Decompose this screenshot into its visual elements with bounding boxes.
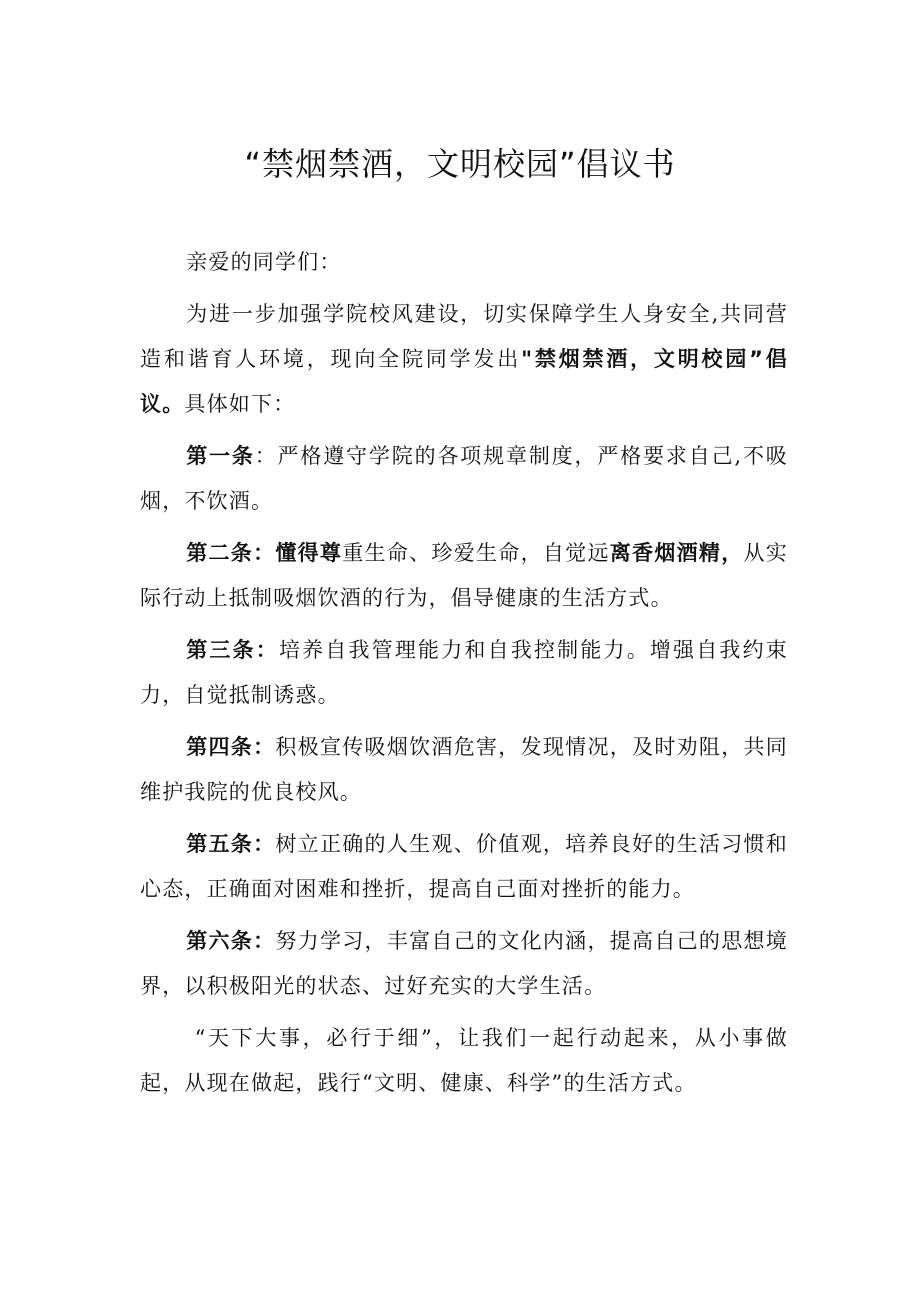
article-text: ：严格遵守学院的各项规章制度，严格要求自己,不吸烟，不饮酒。 xyxy=(140,444,788,513)
article-text: 从实际行动上抵制吸烟饮酒的行为，倡导健康的生活方式。 xyxy=(140,541,788,610)
article-bold-text: ： xyxy=(253,929,276,953)
article-label: 第二条 xyxy=(186,541,254,565)
article-paragraph xyxy=(140,919,788,1009)
article-paragraph xyxy=(140,725,788,815)
article-label: 第一条 xyxy=(186,444,255,468)
article-label: 第四条 xyxy=(186,735,254,759)
article-bold-text: ： xyxy=(253,735,276,759)
article-bold-text: ： xyxy=(253,832,276,856)
article-text: 积极宣传吸烟饮酒危害，发现情况，及时劝阻，共同维护我院的优良校风。 xyxy=(140,735,788,804)
intro-text: 为进一步加强学院校风建设，切实保障学生人身安全,共同营造和谐育人环境，现向全院同学发出 xyxy=(140,302,788,371)
article-text: 培养自我管理能力和自我控制能力。增强自我约束力，自觉抵制诱惑。 xyxy=(140,638,788,707)
document-body xyxy=(140,240,788,1113)
closing-paragraph: “天下大事，必行于细”，让我们一起行动起来，从小事做起，从现在做起，践行“文明、健康、科学”的生活方式。 xyxy=(140,1026,788,1095)
article-bold-text: ：懂得尊 xyxy=(253,541,343,565)
article-paragraph xyxy=(140,628,788,718)
article-paragraph xyxy=(140,822,788,912)
article-label: 第三条 xyxy=(186,638,256,662)
intro-slogan: "禁烟禁酒，文明校园”倡议。 xyxy=(140,347,788,416)
intro-paragraph xyxy=(140,292,788,427)
article-bold-text: 离香烟酒精， xyxy=(609,541,744,565)
article-text: 树立正确的人生观、价值观，培养良好的生活习惯和心态，正确面对困难和挫折，提高自己面对挫折的能力。 xyxy=(140,832,788,901)
article-paragraph xyxy=(140,531,788,621)
greeting: 亲爱的同学们： xyxy=(186,250,342,274)
intro-text-end: 具体如下： xyxy=(184,392,296,416)
article-label: 第五条 xyxy=(186,832,254,856)
article-text: 努力学习，丰富自己的文化内涵，提高自己的思想境界，以积极阳光的状态、过好充实的大学生活。 xyxy=(140,929,788,998)
articles-list xyxy=(140,434,788,1009)
article-bold-text: ： xyxy=(255,638,279,662)
article-text: 重生命、珍爱生命，自觉远 xyxy=(342,541,610,565)
article-paragraph xyxy=(140,434,788,524)
article-label: 第六条 xyxy=(186,929,254,953)
document-title: “禁烟禁酒，文明校园”倡议书 xyxy=(244,145,676,183)
